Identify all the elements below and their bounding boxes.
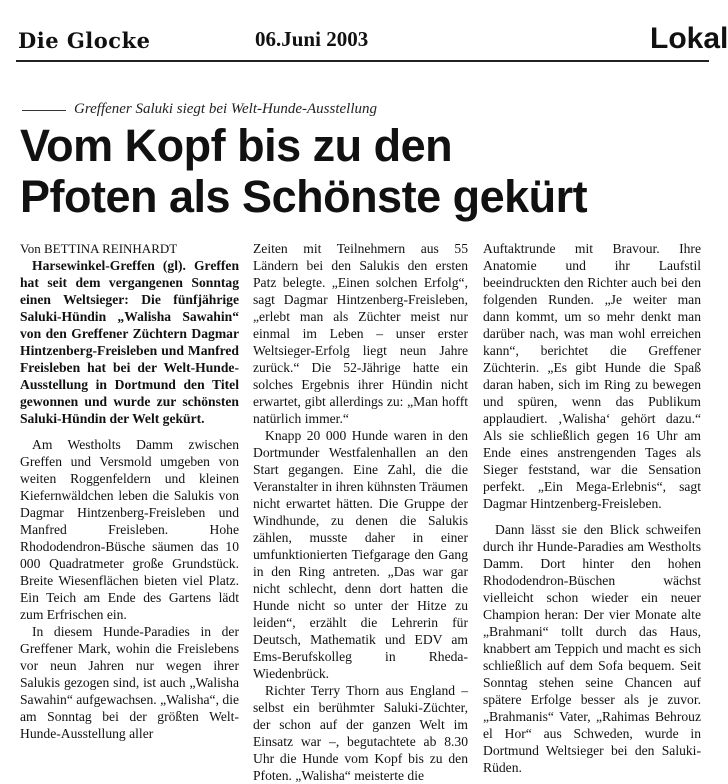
section-label: Lokal: [650, 22, 728, 55]
body-paragraph: Auftaktrunde mit Bravour. Ihre Anatomie und ihr Laufstil beeindruckten den Richter auch bei den folgenden Runden. „Je weiter man dann kommt, um so mehr denkt man darüber nach, was man wohl erreichen kann“, berichtet die Greffener Züchterin. „Es gibt Hunde die Spaß daran haben, sich im Ring zu bewegen und spüren, wenn das Publikum applaudiert. ‚Walisha‘ gehört dazu.“ Als sie schließlich gegen 16 Uhr am Ende eines anstrengenden Tages als Sieger feststand, war die Sensation perfekt. „Ein Mega-Erlebnis“, sagt Dagmar Hintzenberg-Freisleben.: [483, 241, 701, 511]
publication-date: 06.Juni 2003: [255, 27, 369, 51]
kicker: [22, 101, 704, 117]
body-paragraph: In diesem Hunde-Paradies in der Greffener Mark, wohin die Freislebens vor neun Jahren nur wegen ihrer Salukis gezogen sind, ist auch „Walisha Sawahin“ aufgewachsen. „Walisha“, die am Sonntag bei der größten Welt-Hunde-Ausstellung aller: [20, 624, 239, 741]
headline: [20, 120, 709, 222]
masthead-rule: [16, 60, 709, 62]
body-paragraph: Richter Terry Thorn aus England – selbst ein berühmter Saluki-Züchter, der schon auf der ganzen Welt im Einsatz war –, begutachtete ab 8.30 Uhr die Hunde vom Kopf bis zu den Pfoten. „Walisha“ meisterte die: [253, 683, 468, 783]
body-paragraph: Zeiten mit Teilnehmern aus 55 Ländern bei den Salukis den ersten Patz belegte. „Einen solchen Erfolg“, sagt Dagmar Hintzenberg-Freisleben, „erlebt man als Züchter meist nur einmal im Leben – unser erster Weltsieger-Erfolg liegt neun Jahre zurück.“ Die 52-Jährige hatte ein solches Ergebnis ihrer Hündin nicht erwartet, gibt allerdings zu: „Man hofft natürlich immer.“: [253, 241, 468, 426]
body-paragraph: Am Westholts Damm zwischen Greffen und Versmold umgeben von weiten Roggenfeldern und kleinen Kiefernwäldchen leben die Salukis von Dagmar Hintzenberg-Freisleben und Manfred Freisleben. Hohe Rhododendron-Büsche säumen das 10 000 Quadratmeter große Grundstück. Breite Wiesenflächen bieten viel Platz. Ein Teich am Ende des Gartens lädt zum Erfrischen ein.: [20, 437, 239, 622]
lead-paragraph: Harsewinkel-Greffen (gl). Greffen hat seit dem vergangenen Sonntag einen Weltsieger: Die fünfjährige Saluki-Hündin „Walisha Sawahin“ von den Greffener Züchtern Dagmar Hintzenberg-Freisleben und Manfred Freisleben hat bei der Welt-Hunde-Ausstellung in Dortmund den Titel gewonnen und wurde zur schönsten Saluki-Hündin der Welt gekürt.: [20, 258, 239, 426]
kicker-text: Greffener Saluki siegt bei Welt-Hunde-Ausstellung: [74, 101, 377, 117]
masthead: [0, 0, 728, 60]
headline-line-2: Pfoten als Schönste gekürt: [20, 171, 588, 222]
body-paragraph: Knapp 20 000 Hunde waren in den Dortmunder Westfalenhallen an den Start gegangen. Eine Zahl, die die Veranstalter in ihren kühnsten Träumen nicht erwartet hätten. Die Gruppe der Windhunde, zu denen die Salukis zählen, musste daher in einer umfunktionierten Tiefgarage den Gang in den Ring antreten. „Das war gar nicht schlecht, denn dort hatten die Hunde nicht so unter der Hitze zu leiden“, erzählt die Lehrerin für Deutsch, Mathematik und EDV am Ems-Berufskolleg in Rheda-Wiedenbrück.: [253, 428, 468, 681]
kicker-dash: [22, 110, 66, 111]
newspaper-logo: Die Glocke: [18, 28, 151, 53]
article-column-2: [253, 240, 468, 784]
byline: Von BETTINA REINHARDT: [20, 241, 178, 256]
body-paragraph: Dann lässt sie den Blick schweifen durch ihr Hunde-Paradies am Westholts Damm. Dort hinter den hohen Rhododendron-Büschen wächst vielleicht schon wieder ein neuer Champion heran: Der vier Monate alte „Brahmani“ tollt durch das Haus, knabbert am Teppich und macht es sich schließlich auf dem Sofa bequem. Seit Sonntag stehen seine Chancen auf spätere Erfolge besser als je zuvor. „Brahmanis“ Vater, „Rahimas Behrouz el Hor“ aus Schweden, wurde in Dortmund Weltsieger bei den Saluki-Rüden.: [483, 522, 701, 775]
headline-line-1: Vom Kopf bis zu den: [20, 120, 453, 171]
article-column-1: [20, 240, 239, 742]
article-column-3: [483, 240, 701, 776]
